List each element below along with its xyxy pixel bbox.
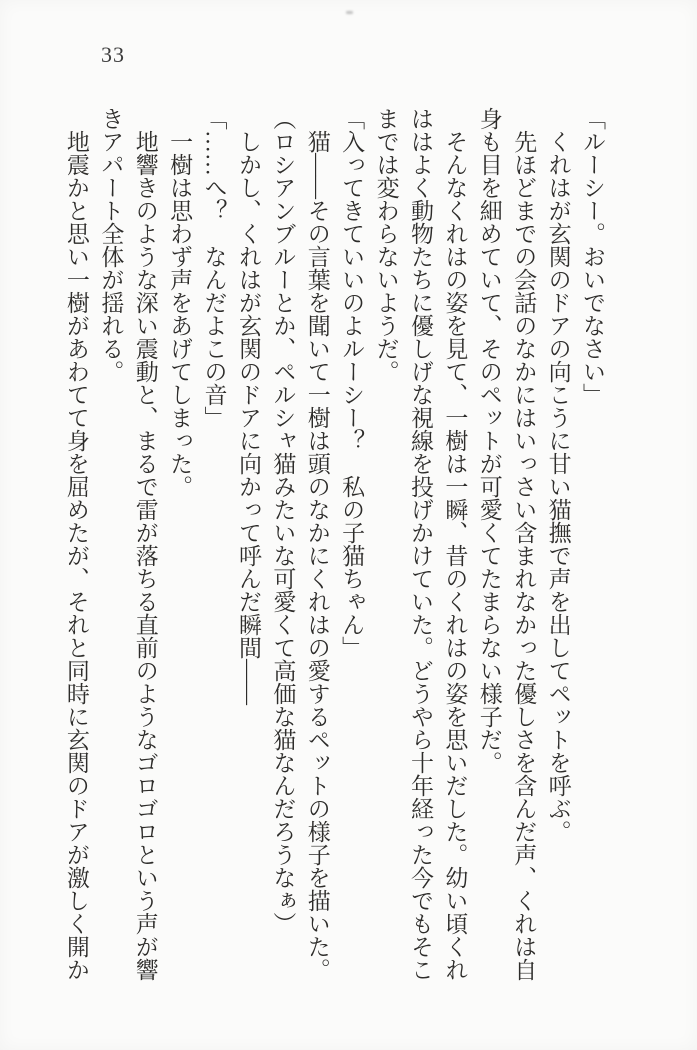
page-number: 33 [101,42,125,67]
text-block [59,107,610,983]
paragraph: くれはが玄関のドアの向こうに甘い猫撫で声を出してペットを呼ぶ。 [545,107,571,843]
paragraph: そんなくれはの姿を見て、一樹は一瞬、昔のくれはの姿を思いだした。幼い頃くれははよく動物たちに優しげな視線を投げかけていた。どうやら十年経った今でもそこまでは変わらないようだ。 [373,107,468,981]
paragraph-dialogue: 「入ってきていいのよルーシー？ 私の子猫ちゃん」 [339,107,365,659]
paragraph-dialogue: 「……へ？ なんだよこの音」 [201,107,227,429]
scan-speck [346,11,353,14]
paragraph: 一樹は思わず声をあげてしまった。 [167,107,193,498]
paragraph: 地響きのような深い震動と、まるで雷が落ちる直前のようなゴロゴロという声が響きアパート全体が揺れる。 [98,107,158,981]
paragraph-dialogue: 「ルーシー。おいでなさい」 [580,107,605,406]
paragraph: しかし、くれはが玄関のドアに向かって呼んだ瞬間―― [235,107,261,705]
paragraph: 先ほどまでの会話のなかにはいっさい含まれなかった優しさを含んだ声、くれは自身も目を細めていて、そのペットが可愛くてたまらない様子だ。 [476,107,537,981]
paragraph: 地震かと思い一樹があわてて身を屈めたが、それと同時に玄関のドアが激しく開か [63,107,89,981]
paragraph: 猫――その言葉を聞いて一樹は頭のなかにくれはの愛するペットの様子を描いた。 [304,107,330,981]
paragraph-thought: （ロシアンブルーとか、ペルシャ猫みたいな可愛くて高価な猫なんだろうなぁ） [270,107,296,935]
